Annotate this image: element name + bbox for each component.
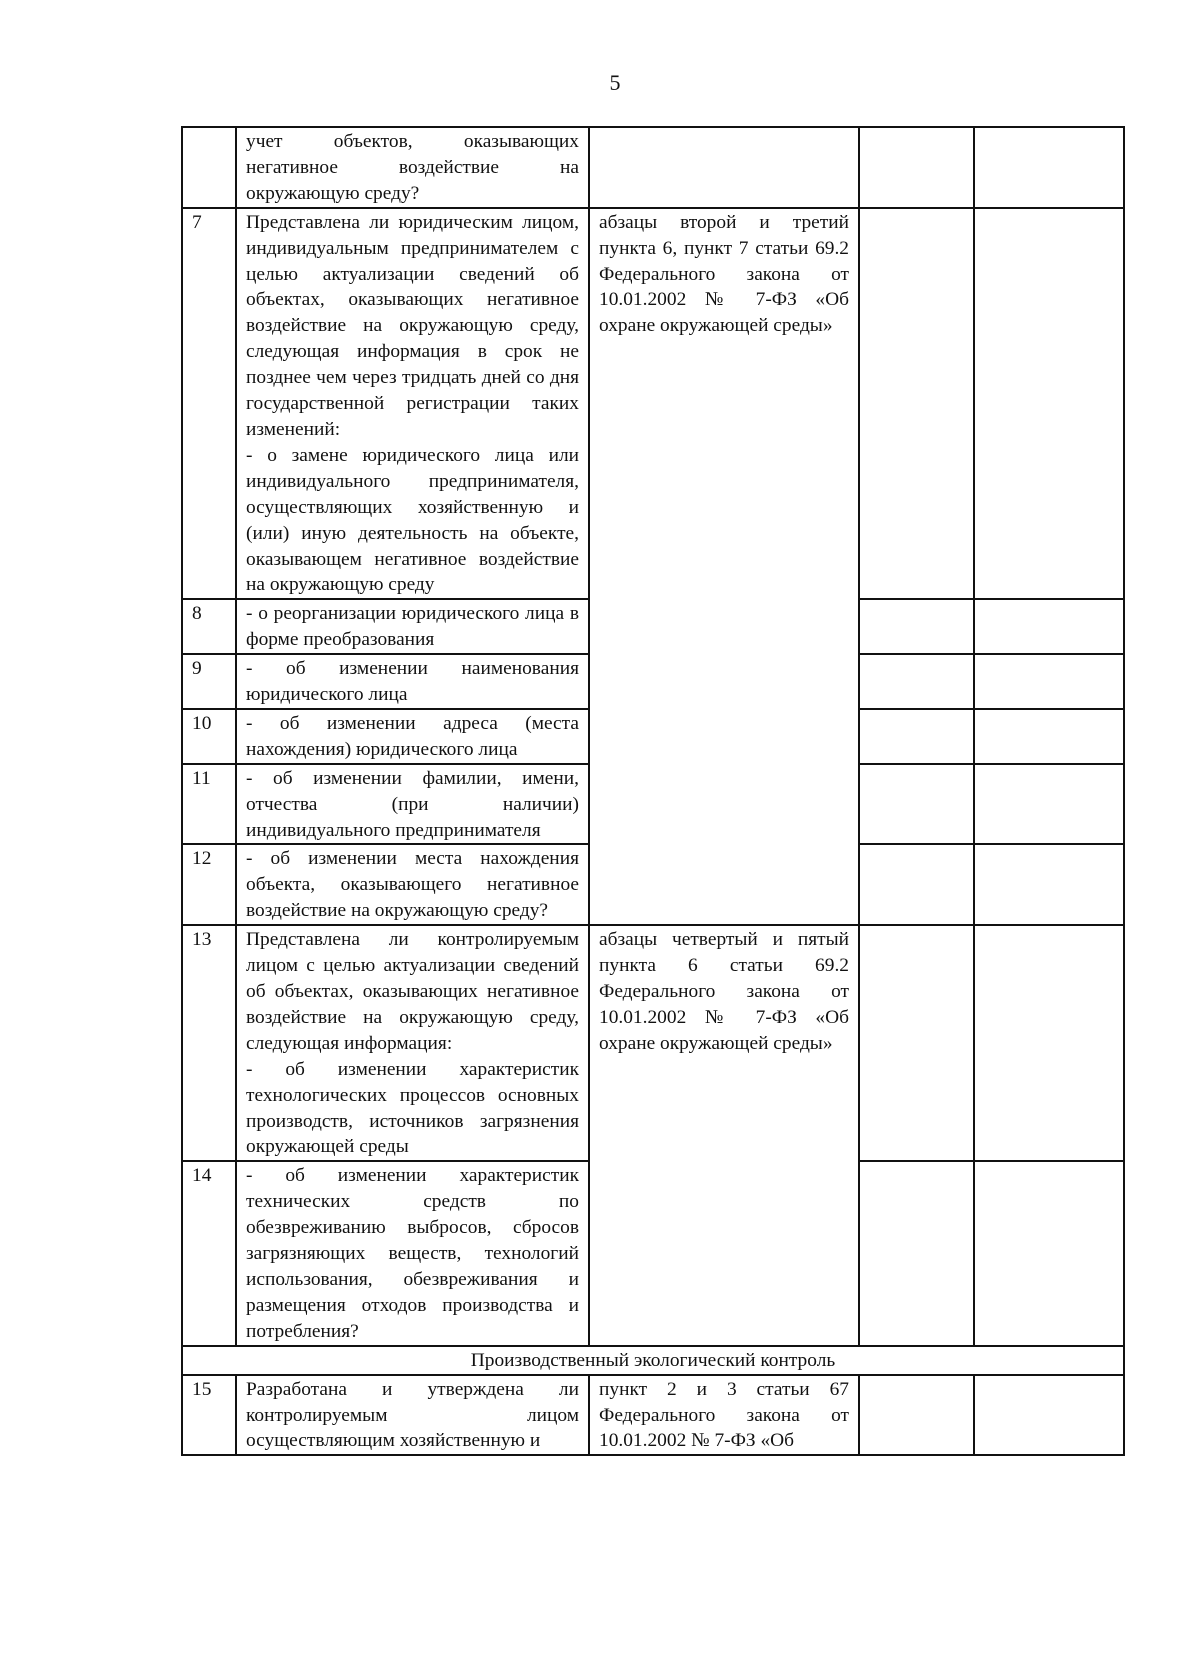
answer-cell bbox=[859, 127, 974, 208]
question-text: - об изменении фамилии, имени, отчества (при наличии) индивидуального предпринимателя bbox=[236, 764, 589, 845]
table-row bbox=[182, 925, 1124, 1161]
row-number bbox=[182, 127, 236, 208]
note-cell bbox=[974, 1375, 1124, 1456]
note-cell bbox=[974, 127, 1124, 208]
note-cell bbox=[974, 208, 1124, 600]
note-cell bbox=[974, 764, 1124, 845]
table-row bbox=[182, 127, 1124, 208]
answer-cell bbox=[859, 1161, 974, 1345]
page-number: 5 bbox=[609, 70, 621, 95]
row-number: 8 bbox=[182, 599, 236, 654]
legal-reference: абзацы четвертый и пятый пункта 6 статьи 69.2 Федерального закона от 10.01.2002 № 7-ФЗ «Об охране окружающей среды» bbox=[589, 925, 859, 1346]
answer-cell bbox=[859, 208, 974, 600]
question-text: - об изменении характеристик технических средств по обезвреживанию выбросов, сбросов загрязняющих веществ, технологий использования, обезвреживания и размещения отходов производства и потребления? bbox=[236, 1161, 589, 1345]
answer-cell bbox=[859, 654, 974, 709]
checklist-table bbox=[181, 126, 1125, 1456]
row-number: 7 bbox=[182, 208, 236, 600]
note-cell bbox=[974, 1161, 1124, 1345]
question-paragraph: - об изменении характеристик технологических процессов основных производств, источников загрязнения окружающей среды bbox=[246, 1058, 579, 1158]
answer-cell bbox=[859, 599, 974, 654]
answer-cell bbox=[859, 764, 974, 845]
row-number: 12 bbox=[182, 844, 236, 925]
answer-cell bbox=[859, 1375, 974, 1456]
section-title: Производственный экологический контроль bbox=[182, 1346, 1124, 1375]
question-text: - об изменении адреса (места нахождения) юридического лица bbox=[236, 709, 589, 764]
question-text bbox=[236, 208, 589, 600]
note-cell bbox=[974, 599, 1124, 654]
row-number: 15 bbox=[182, 1375, 236, 1456]
section-row bbox=[182, 1346, 1124, 1375]
note-cell bbox=[974, 844, 1124, 925]
question-text: Разработана и утверждена ли контролируемым лицом осуществляющим хозяйственную и bbox=[236, 1375, 589, 1456]
question-paragraph: Представлена ли контролируемым лицом с целью актуализации сведений об объектах, оказывающих негативное воздействие на окружающую среду, следующая информация: bbox=[246, 929, 579, 1054]
answer-cell bbox=[859, 844, 974, 925]
question-text: - об изменении наименования юридического лица bbox=[236, 654, 589, 709]
answer-cell bbox=[859, 709, 974, 764]
question-paragraph: Представлена ли юридическим лицом, индивидуальным предпринимателем с целью актуализации сведений об объектах, оказывающих негативное воздействие на окружающую среду, следующая информация в срок не позднее чем через тридцать дней со дня государственной регистрации таких изменений: bbox=[246, 211, 579, 440]
question-paragraph: - о замене юридического лица или индивидуального предпринимателя, осуществляющих хозяйственную и (или) иную деятельность на объекте, оказывающем негативное воздействие на окружающую среду bbox=[246, 444, 579, 596]
question-text: - об изменении места нахождения объекта, оказывающего негативное воздействие на окружающую среду? bbox=[236, 844, 589, 925]
legal-reference: пункт 2 и 3 статьи 67 Федерального закона от 10.01.2002 № 7-ФЗ «Об bbox=[589, 1375, 859, 1456]
note-cell bbox=[974, 654, 1124, 709]
legal-reference-cell bbox=[589, 127, 859, 208]
table-row bbox=[182, 1375, 1124, 1456]
row-number: 13 bbox=[182, 925, 236, 1161]
row-number: 9 bbox=[182, 654, 236, 709]
question-text bbox=[236, 925, 589, 1161]
table-row bbox=[182, 208, 1124, 600]
row-number: 14 bbox=[182, 1161, 236, 1345]
note-cell bbox=[974, 925, 1124, 1161]
row-number: 11 bbox=[182, 764, 236, 845]
question-text: учет объектов, оказывающих негативное воздействие на окружающую среду? bbox=[236, 127, 589, 208]
legal-reference: абзацы второй и третий пункта 6, пункт 7 статьи 69.2 Федерального закона от 10.01.2002 № 7-ФЗ «Об охране окружающей среды» bbox=[589, 208, 859, 925]
question-text: - о реорганизации юридического лица в форме преобразования bbox=[236, 599, 589, 654]
note-cell bbox=[974, 709, 1124, 764]
answer-cell bbox=[859, 925, 974, 1161]
row-number: 10 bbox=[182, 709, 236, 764]
